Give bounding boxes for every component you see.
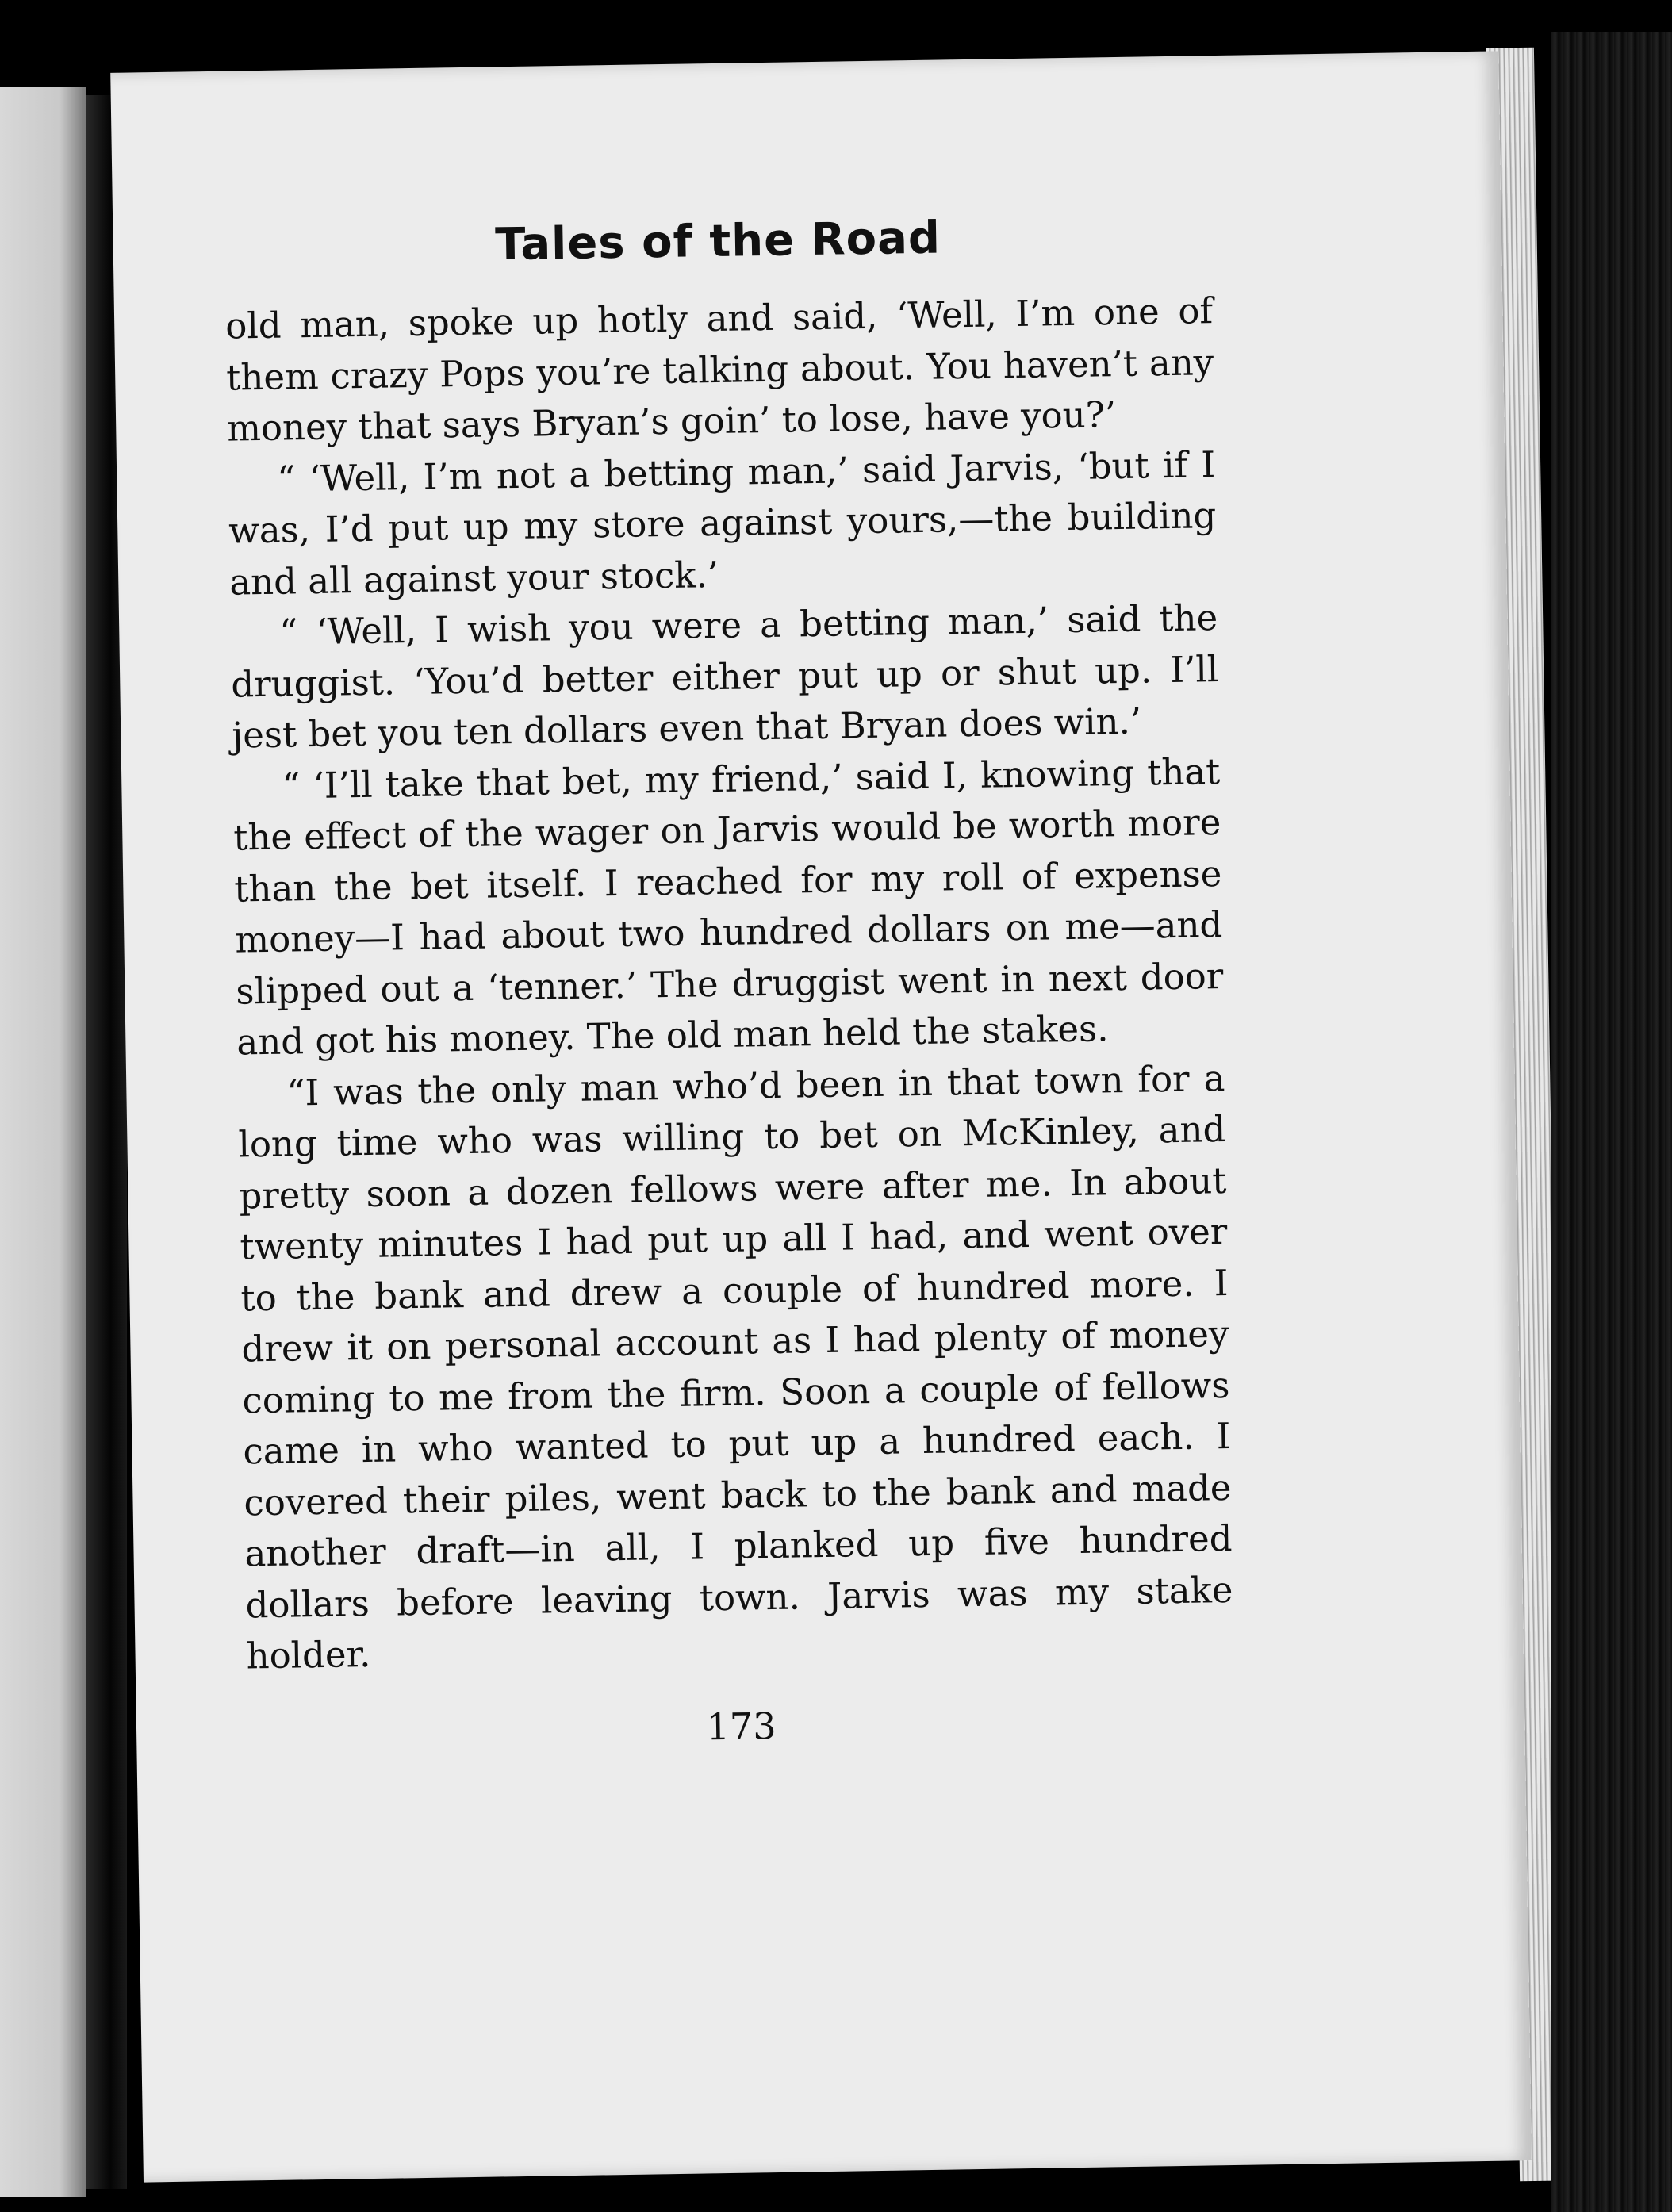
paragraph: “ ‘Well, I’m not a betting man,’ said Jarvis, ‘but if I was, I’d put up my store against yours,—the building and all against your stock.’ bbox=[228, 443, 1217, 604]
paragraph-continuation: old man, spoke up hotly and said, ‘Well, I’m one of them crazy Pops you’re talking about. You haven’t any money that says Bryan’s goin’ to lose, have you?’ bbox=[224, 289, 1214, 450]
paragraph: “ ‘I’ll take that bet, my friend,’ said I, knowing that the effect of the wager on Jarvis would be worth more than the bet itself. I reached for my roll of expense money—I had about two hundred dollars on me—and slipped out a ‘tenner.’ The druggist went in next door and got his money. The old man held the stakes. bbox=[232, 749, 1224, 1064]
book-cover-edge bbox=[1551, 32, 1672, 2212]
book-page bbox=[110, 51, 1532, 2182]
running-head: Tales of the Road bbox=[494, 212, 941, 271]
page-number: 173 bbox=[706, 1704, 777, 1748]
facing-page-edge bbox=[0, 87, 86, 2197]
page-content bbox=[224, 206, 1235, 1762]
paragraph: “I was the only man who’d been in that town for a long time who was willing to bet on McKinley, and pretty soon a dozen fellows were after me. In about twenty minutes I had put up all I had, and went over to the bank and drew a couple of hundred more. I drew it on personal account as I had plenty of money coming to me from the firm. Soon a couple of fellows came in who wanted to put up a hundred each. I covered their piles, went back to the bank and made another draft—in all, I planked up five hundred dollars before leaving town. Jarvis was my stake holder. bbox=[238, 1056, 1233, 1677]
paragraph: “ ‘Well, I wish you were a betting man,’ said the druggist. ‘You’d better either put up or shut up. I’ll jest bet you ten dollars even that Bryan does win.’ bbox=[230, 596, 1219, 757]
body-text bbox=[225, 286, 1234, 1682]
